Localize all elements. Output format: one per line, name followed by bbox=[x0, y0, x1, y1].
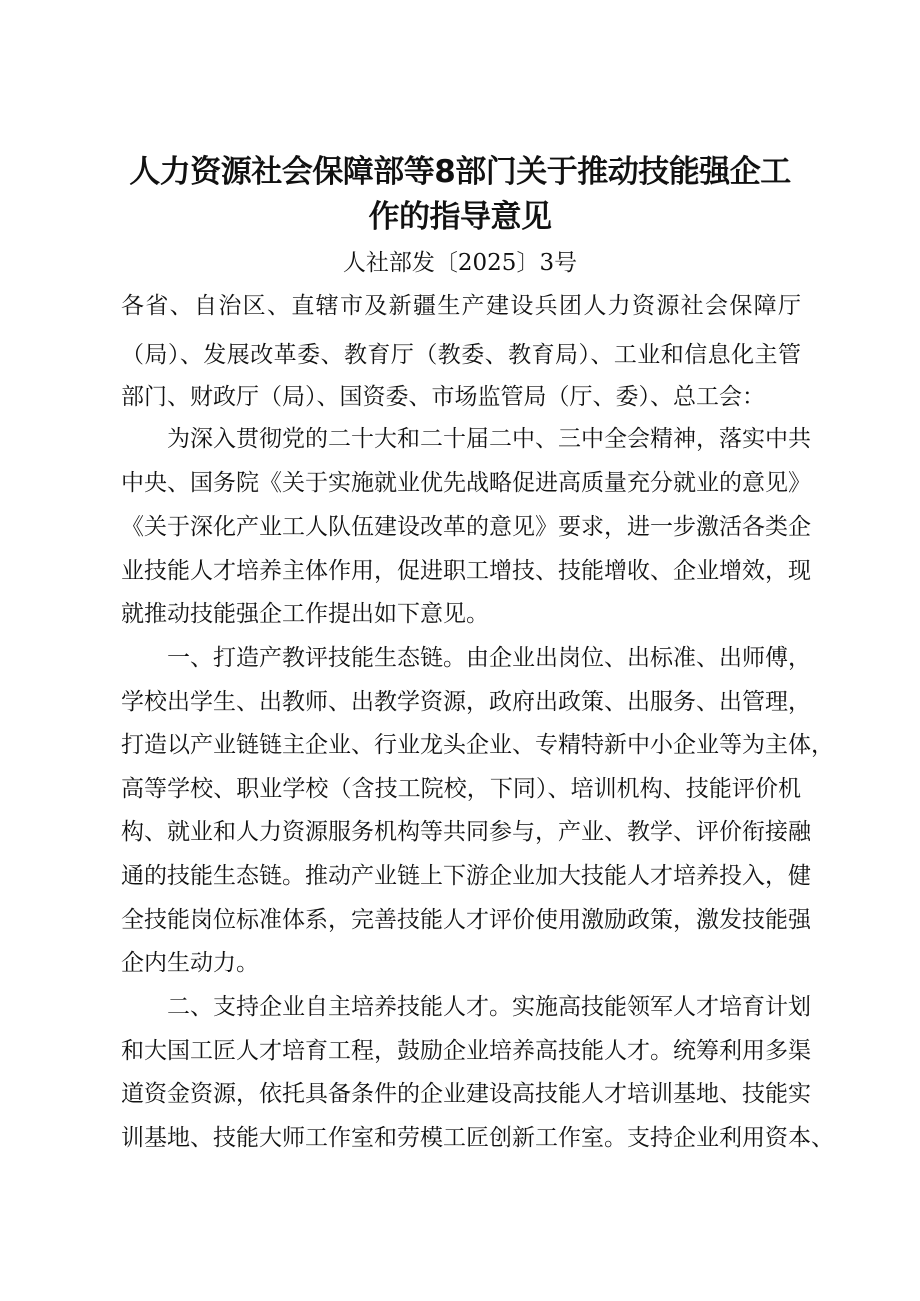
section-1-line: 企内生动力。 bbox=[121, 950, 259, 976]
section-1-line: 打造以产业链链主企业、行业龙头企业、专精特新中小企业等为主体， bbox=[121, 732, 834, 758]
section-2-line: 训基地、技能大师工作室和劳模工匠创新工作室。支持企业利用资本、 bbox=[121, 1125, 834, 1151]
section-1-line: 全技能岗位标准体系，完善技能人才评价使用激励政策，激发技能强 bbox=[121, 907, 811, 933]
document-number: 人社部发〔2025〕3号 bbox=[342, 250, 578, 276]
addressee-line: 各省、自治区、直辖市及新疆生产建设兵团人力资源社会保障厅 bbox=[121, 293, 801, 319]
addressee-line: （局）、发展改革委、教育厅（教委、教育局）、工业和信息化主管 bbox=[121, 342, 801, 368]
intro-line: 为深入贯彻党的二十大和二十届二中、三中全会精神，落实中共 bbox=[167, 426, 811, 452]
addressee-line: 部门、财政厅（局）、国资委、市场监管局（厅、委）、总工会： bbox=[121, 384, 765, 410]
section-2-line: 二、支持企业自主培养技能人才。实施高技能领军人才培育计划 bbox=[167, 994, 811, 1020]
section-2-line: 道资金资源，依托具备条件的企业建设高技能人才培训基地、技能实 bbox=[121, 1081, 811, 1107]
section-1-line: 学校出学生、出教师、出教学资源，政府出政策、出服务、出管理， bbox=[121, 689, 811, 715]
intro-line: 就推动技能强企工作提出如下意见。 bbox=[121, 601, 489, 627]
section-1-line: 构、就业和人力资源服务机构等共同参与，产业、教学、评价衔接融 bbox=[121, 819, 811, 845]
intro-line: 业技能人才培养主体作用，促进职工增技、技能增收、企业增效，现 bbox=[121, 558, 811, 584]
intro-line: 《关于深化产业工人队伍建设改革的意见》要求，进一步激活各类企 bbox=[121, 514, 811, 540]
section-1-line: 高等学校、职业学校（含技工院校，下同）、培训机构、技能评价机 bbox=[121, 776, 801, 802]
document-title-line-2: 作的指导意见 bbox=[368, 199, 552, 235]
intro-line: 中央、国务院《关于实施就业优先战略促进高质量充分就业的意见》 bbox=[121, 470, 811, 496]
section-1-line: 一、打造产教评技能生态链。由企业出岗位、出标准、出师傅， bbox=[167, 645, 811, 671]
section-1-line: 通的技能生态链。推动产业链上下游企业加大技能人才培养投入，健 bbox=[121, 863, 811, 889]
document-title-line-1: 人力资源社会保障部等8部门关于推动技能强企工 bbox=[129, 154, 791, 190]
section-2-line: 和大国工匠人才培育工程，鼓励企业培养高技能人才。统筹利用多渠 bbox=[121, 1038, 811, 1064]
